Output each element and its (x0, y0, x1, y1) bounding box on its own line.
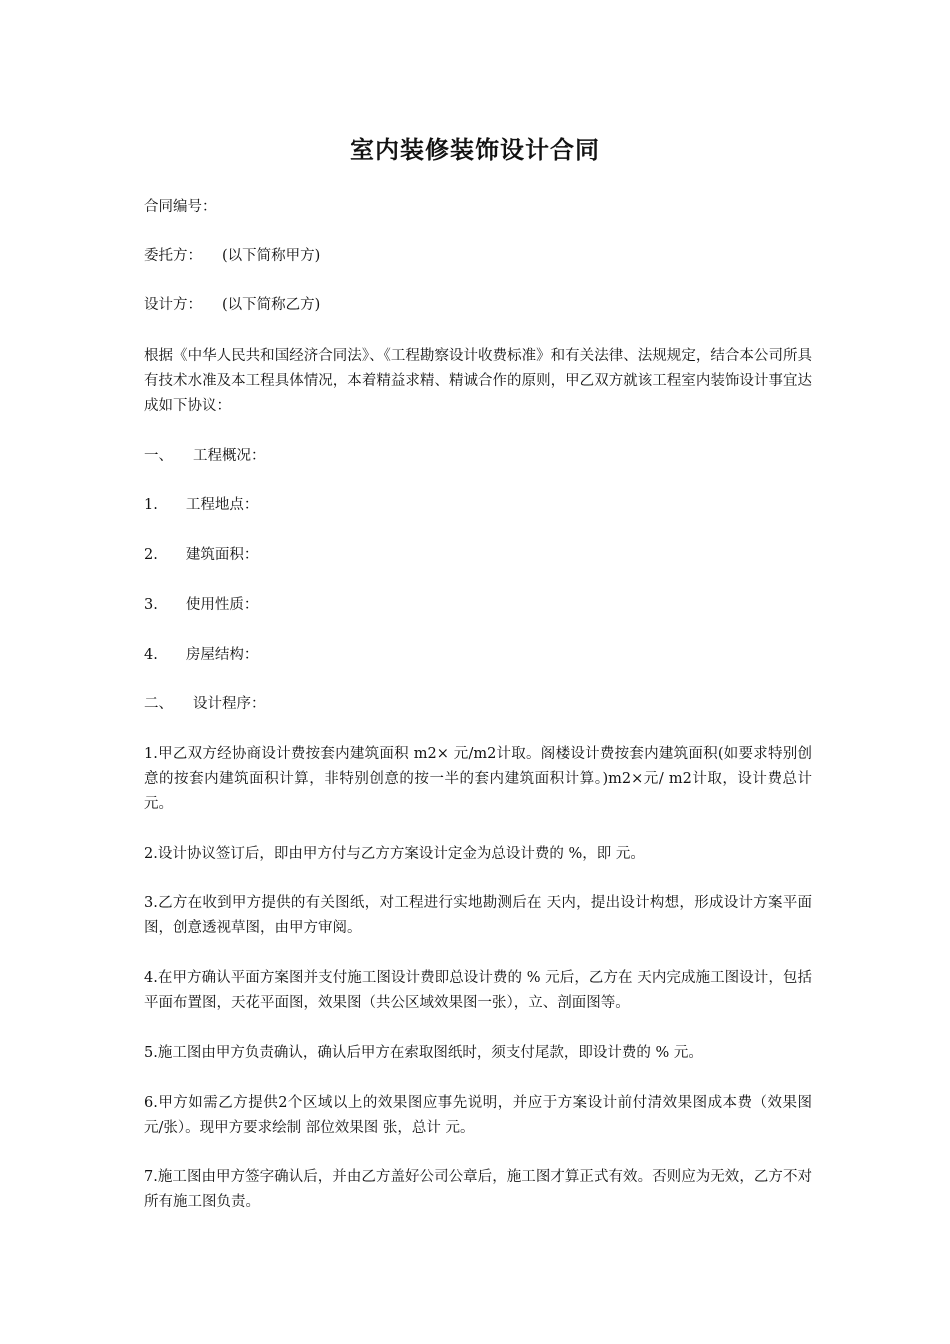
designer-note: (以下简称乙方) (222, 297, 321, 313)
clause-paragraph: 5.施工图由甲方负责确认，确认后甲方在索取图纸时，须支付尾款，即设计费的 % 元。 (144, 1045, 703, 1061)
clause-paragraph: 1.甲乙双方经协商设计费按套内建筑面积 m2× 元/m2计取。阁楼设计费按套内建筑面积(如要求特别创意的按套内建筑面积计算，非特别创意的按一半的套内建筑面积计算。)m2×元/ m2计取，设计费总计 元。 (144, 746, 812, 812)
section-2-heading (144, 692, 814, 717)
clause-paragraph: 4.在甲方确认平面方案图并支付施工图设计费即总设计费的 % 元后，乙方在 天内完成施工图设计，包括平面布置图，天花平面图，效果图（共公区域效果图一张），立、剖面图等。 (144, 970, 812, 1011)
designer-line (144, 293, 814, 318)
item-label: 工程地点： (185, 497, 259, 513)
section-1-number: 一、 (144, 448, 173, 464)
item-label: 建筑面积： (185, 547, 259, 563)
client-line (144, 244, 814, 269)
item-number: 3. (144, 597, 158, 613)
client-note: (以下简称甲方) (222, 248, 321, 264)
contract-number-line (144, 195, 814, 220)
item-label: 房屋结构： (185, 647, 259, 663)
item-number: 1. (144, 497, 158, 513)
item-number: 2. (144, 547, 158, 563)
section-1-item (144, 593, 814, 618)
contract-number-label: 合同编号： (144, 199, 217, 215)
clause-paragraph: 3.乙方在收到甲方提供的有关图纸，对工程进行实地勘测后在 天内，提出设计构想，形成设计方案平面图，创意透视草图，由甲方审阅。 (144, 895, 812, 936)
section-1-item (144, 543, 814, 568)
section-2-number: 二、 (144, 696, 173, 712)
item-label: 使用性质： (185, 597, 259, 613)
clause-paragraph: 6.甲方如需乙方提供2个区域以上的效果图应事先说明，并应于方案设计前付清效果图成本费（效果图 元/张）。现甲方要求绘制 部位效果图 张，总计 元。 (144, 1095, 812, 1136)
document-title: 室内装修装饰设计合同 (350, 136, 600, 164)
section-2-title: 设计程序： (193, 696, 266, 712)
section-1-item (144, 493, 814, 518)
section-1-item (144, 643, 814, 668)
designer-label: 设计方： (144, 297, 202, 313)
intro-paragraph: 根据《中华人民共和国经济合同法》、《工程勘察设计收费标准》和有关法律、法规规定，结合本公司所具有技术水准及本工程具体情况，本着精益求精、精诚合作的原则，甲乙双方就该工程室内装饰设计事宜达成如下协议： (144, 348, 812, 414)
client-label: 委托方： (144, 248, 202, 264)
clause-paragraph: 2.设计协议签订后，即由甲方付与乙方方案设计定金为总设计费的 %，即 元。 (144, 846, 645, 862)
section-1-heading (144, 444, 814, 469)
clause-paragraph: 7.施工图由甲方签字确认后，并由乙方盖好公司公章后，施工图才算正式有效。否则应为无效，乙方不对所有施工图负责。 (144, 1169, 812, 1210)
item-number: 4. (144, 647, 158, 663)
section-1-title: 工程概况： (193, 448, 266, 464)
